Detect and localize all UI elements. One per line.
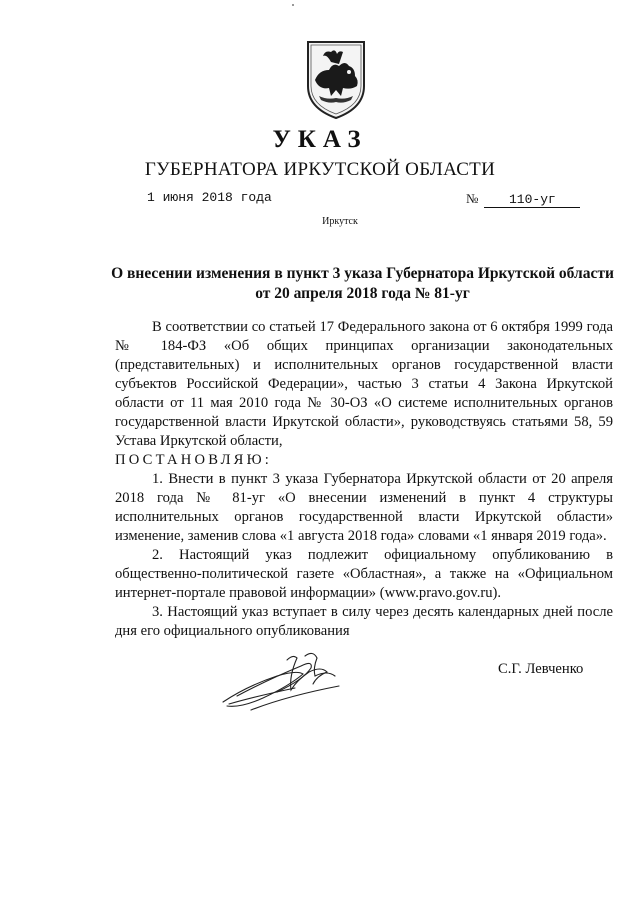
document-date: 1 июня 2018 года xyxy=(147,190,272,205)
handwritten-signature xyxy=(217,646,347,714)
document-number xyxy=(466,191,580,208)
document-body xyxy=(115,318,613,641)
item-2-paragraph: 2. Настоящий указ подлежит официальному опубликованию в общественно-политической газете «Областная», а также на «Официальном интернет-портале правовой информации» (www.pravo.gov.ru). xyxy=(115,547,613,601)
number-value: 110-уг xyxy=(484,192,580,208)
irkutsk-coat-of-arms-emblem xyxy=(305,40,367,120)
city-label: Иркутск xyxy=(322,216,358,227)
heading-line-1: О внесении изменения в пункт 3 указа Губернатора Иркутской области xyxy=(111,265,614,282)
heading-line-2: от 20 апреля 2018 года № 81-уг xyxy=(255,285,470,302)
scan-mark xyxy=(292,4,294,6)
issuer-subtitle: ГУБЕРНАТОРА ИРКУТСКОЙ ОБЛАСТИ xyxy=(144,159,496,180)
document-type-title: УКАЗ xyxy=(272,126,368,153)
item-1-paragraph: 1. Внести в пункт 3 указа Губернатора Иркутской области от 20 апреля 2018 года № 81-уг «О внесении изменений в пункт 4 структуры исполнительных органов государственной власти Иркутской области» изменение, заменив слова «1 августа 2018 года» словами «1 января 2019 года». xyxy=(115,471,613,544)
intro-paragraph: В соответствии со статьей 17 Федерального закона от 6 октября 1999 года № 184-ФЗ «Об общих принципах организации законодательных (представительных) и исполнительных органов государственной власти субъектов Российской Федерации», частью 3 статьи 4 Закона Иркутской области от 11 мая 2010 года № 30-ОЗ «О системе исполнительных органов государственной власти Иркутской области», руководствуясь статьями 58, 59 Устава Иркутской области, xyxy=(115,319,613,449)
signer-name: С.Г. Левченко xyxy=(498,661,584,677)
decree-word: ПОСТАНОВЛЯЮ: xyxy=(115,452,273,468)
item-3-paragraph: 3. Настоящий указ вступает в силу через десять календарных дней после дня его официального опубликования xyxy=(115,604,613,639)
number-label: № xyxy=(466,191,479,206)
document-heading xyxy=(110,264,615,304)
